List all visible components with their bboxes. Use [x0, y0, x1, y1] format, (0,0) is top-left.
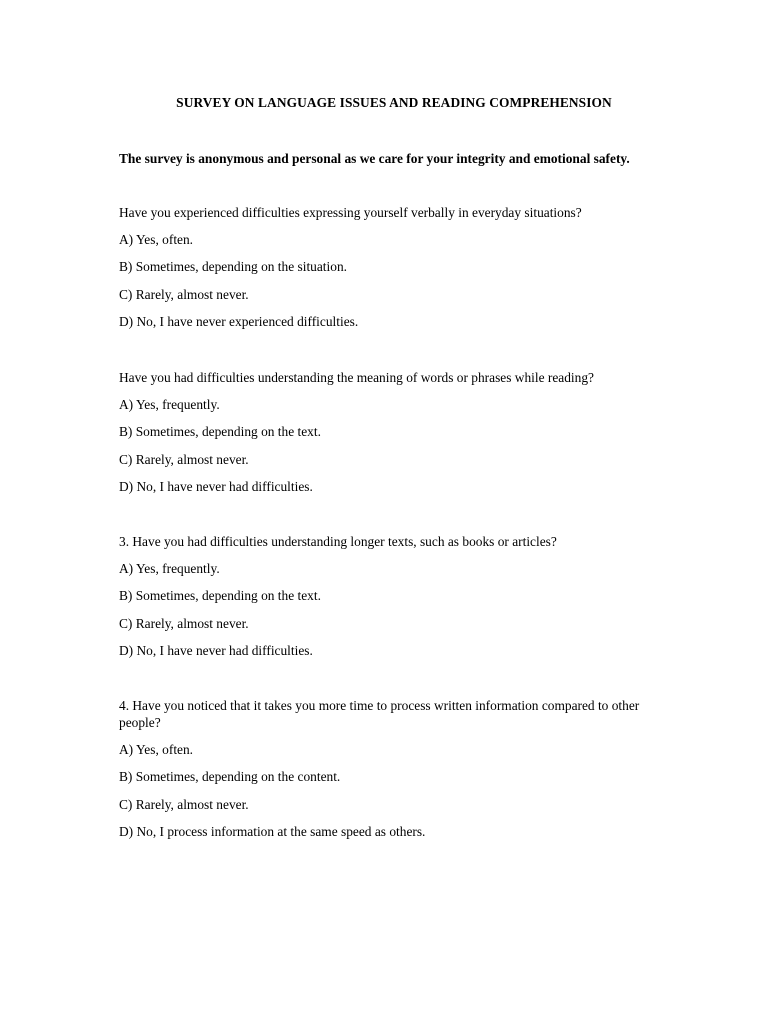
answer-option: B) Sometimes, depending on the text.	[119, 424, 321, 440]
question-block	[119, 697, 649, 840]
question-block	[119, 204, 649, 330]
answer-option: A) Yes, often.	[119, 232, 194, 247]
answer-option: A) Yes, frequently.	[119, 397, 220, 412]
question-text: Have you experienced difficulties expressing yourself verbally in everyday situations?	[119, 205, 582, 220]
question-block	[119, 369, 649, 495]
answer-option: C) Rarely, almost never.	[119, 796, 249, 812]
answer-options	[119, 741, 649, 840]
answer-options	[119, 396, 649, 495]
answer-options	[119, 560, 649, 659]
answer-option: D) No, I have never had difficulties.	[119, 643, 313, 659]
document-title: SURVEY ON LANGUAGE ISSUES AND READING COMPREHENSION	[176, 95, 612, 110]
question-text: 3. Have you had difficulties understanding longer texts, such as books or articles?	[119, 534, 557, 549]
answer-option: A) Yes, often.	[119, 742, 194, 757]
answer-option: B) Sometimes, depending on the situation.	[119, 259, 347, 275]
answer-option: D) No, I have never had difficulties.	[119, 479, 313, 495]
question-block	[119, 533, 649, 659]
question-text: Have you had difficulties understanding the meaning of words or phrases while reading?	[119, 370, 594, 385]
answer-option: D) No, I have never experienced difficulties.	[119, 314, 359, 330]
answer-option: C) Rarely, almost never.	[119, 451, 249, 467]
survey-intro: The survey is anonymous and personal as we care for your integrity and emotional safety.	[119, 151, 630, 166]
answer-option: A) Yes, frequently.	[119, 561, 220, 576]
answer-option: C) Rarely, almost never.	[119, 615, 249, 631]
answer-option: D) No, I process information at the same speed as others.	[119, 824, 426, 840]
answer-options	[119, 231, 649, 330]
question-text: 4. Have you noticed that it takes you more time to process written information compared to other people?	[119, 698, 640, 730]
answer-option: B) Sometimes, depending on the content.	[119, 769, 341, 785]
answer-option: C) Rarely, almost never.	[119, 286, 249, 302]
answer-option: B) Sometimes, depending on the text.	[119, 588, 321, 604]
